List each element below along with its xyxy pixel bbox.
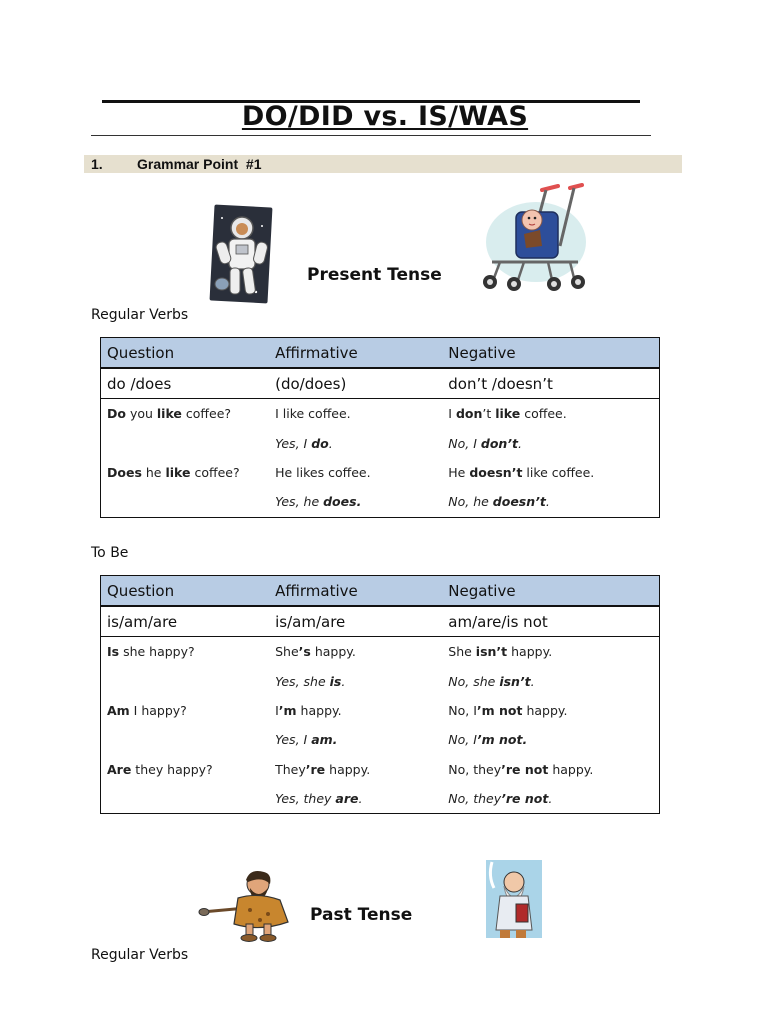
form-affirmative: (do/does) bbox=[275, 374, 347, 393]
cell-negative bbox=[442, 399, 659, 429]
cell-text: like coffee. bbox=[522, 464, 595, 480]
cell-text: am. bbox=[311, 732, 338, 748]
cell-text: she happy? bbox=[119, 644, 195, 660]
table-form-row bbox=[101, 606, 660, 637]
table-row bbox=[101, 458, 660, 487]
table-row bbox=[101, 399, 660, 429]
cell-text: happy. bbox=[507, 644, 553, 660]
title-rule bbox=[91, 135, 651, 136]
cell-text: happy. bbox=[325, 761, 371, 777]
present-tense-title: Present Tense bbox=[307, 265, 442, 285]
cell-text: Does bbox=[107, 464, 142, 480]
cell-text: He bbox=[448, 464, 470, 480]
cell-affirmative bbox=[269, 487, 442, 517]
cell-text: No, I bbox=[448, 435, 481, 451]
cell-question bbox=[101, 725, 270, 754]
cell-text: is bbox=[329, 673, 342, 689]
cell-text: ’re bbox=[305, 761, 326, 777]
elder-scribe-clipart bbox=[478, 856, 546, 946]
cell-affirmative bbox=[269, 428, 442, 457]
cell-text: . bbox=[341, 673, 346, 689]
grammar-point-number: 1. bbox=[91, 156, 103, 172]
cell-text: they happy? bbox=[131, 761, 213, 777]
cell-text: Yes, I bbox=[275, 435, 312, 451]
cell-text: doesn’t bbox=[492, 494, 546, 510]
cell-text: coffee. bbox=[520, 406, 567, 422]
cell-text: . bbox=[358, 791, 363, 807]
cell-negative bbox=[442, 428, 659, 457]
cell-text: ’m not. bbox=[476, 732, 528, 748]
cell-text: happy. bbox=[548, 761, 594, 777]
table-row bbox=[101, 637, 660, 667]
table-row bbox=[101, 487, 660, 517]
cell-text: happy. bbox=[296, 702, 342, 718]
to-be-table bbox=[100, 575, 660, 814]
cell-text: I like coffee. bbox=[275, 406, 351, 422]
cell-text: does. bbox=[323, 494, 362, 510]
cell-text: happy. bbox=[310, 644, 356, 660]
cell-text: do bbox=[311, 435, 329, 451]
cell-text: Yes, he bbox=[275, 494, 324, 510]
form-negative: am/are/is not bbox=[448, 612, 548, 631]
cell-text: . bbox=[548, 791, 553, 807]
header-negative: Negative bbox=[442, 576, 659, 607]
cell-negative bbox=[442, 458, 659, 487]
cell-negative bbox=[442, 637, 659, 667]
table-row bbox=[101, 755, 660, 784]
form-negative: don’t /doesn’t bbox=[448, 374, 553, 393]
page-title: DO/DID vs. IS/WAS bbox=[241, 101, 529, 132]
header-negative: Negative bbox=[442, 338, 659, 369]
grammar-point-label: Grammar Point #1 bbox=[137, 156, 262, 172]
table-header-row bbox=[101, 338, 660, 369]
cell-text: you bbox=[125, 406, 157, 422]
astronaut-clipart bbox=[208, 204, 274, 304]
past-regular-verbs-label: Regular Verbs bbox=[91, 947, 189, 963]
cell-question bbox=[101, 458, 270, 487]
cell-negative bbox=[442, 725, 659, 754]
cell-text: I happy? bbox=[129, 702, 187, 718]
header-affirmative: Affirmative bbox=[269, 576, 442, 607]
header-affirmative: Affirmative bbox=[269, 338, 442, 369]
cell-question bbox=[101, 784, 270, 814]
cell-text: Are bbox=[107, 761, 132, 777]
cell-text: Yes, they bbox=[275, 791, 336, 807]
header-question: Question bbox=[101, 338, 270, 369]
table-row bbox=[101, 666, 660, 695]
cell-text: Yes, I bbox=[275, 732, 312, 748]
cell-text: No, I bbox=[448, 702, 477, 718]
table-header-row bbox=[101, 576, 660, 607]
header-question: Question bbox=[101, 576, 270, 607]
cell-text: like bbox=[495, 406, 521, 422]
cell-negative bbox=[442, 487, 659, 517]
cell-text: No, I bbox=[448, 732, 477, 748]
cell-question bbox=[101, 696, 270, 725]
form-question: do /does bbox=[107, 374, 172, 393]
cell-question bbox=[101, 637, 270, 667]
cell-text: Do bbox=[107, 406, 126, 422]
cell-question bbox=[101, 755, 270, 784]
cell-question bbox=[101, 428, 270, 457]
cell-text: happy. bbox=[522, 702, 568, 718]
cell-text: like bbox=[156, 406, 182, 422]
table-row bbox=[101, 725, 660, 754]
cell-text: coffee? bbox=[181, 406, 232, 422]
cell-text: Am bbox=[107, 702, 130, 718]
cell-text: he bbox=[141, 464, 166, 480]
form-affirmative: is/am/are bbox=[275, 612, 346, 631]
cell-text: doesn’t bbox=[469, 464, 523, 480]
past-tense-title: Past Tense bbox=[310, 905, 413, 925]
cell-affirmative bbox=[269, 637, 442, 667]
cell-text: like bbox=[165, 464, 191, 480]
cell-text: isn’t bbox=[475, 644, 508, 660]
cell-question bbox=[101, 487, 270, 517]
cell-text: ’s bbox=[298, 644, 311, 660]
to-be-label: To Be bbox=[91, 545, 129, 561]
cell-text: don’t bbox=[480, 435, 519, 451]
baby-stroller-clipart bbox=[474, 182, 592, 294]
cell-text: She bbox=[275, 644, 299, 660]
cell-text: ’re not bbox=[501, 791, 549, 807]
cell-text: isn’t bbox=[499, 673, 531, 689]
present-regular-verbs-label: Regular Verbs bbox=[91, 307, 189, 323]
cell-text: No, they bbox=[448, 761, 502, 777]
cell-question bbox=[101, 399, 270, 429]
cell-negative bbox=[442, 784, 659, 814]
cell-text: No, he bbox=[448, 494, 493, 510]
cell-text: ’re not bbox=[501, 761, 549, 777]
form-question: is/am/are bbox=[107, 612, 178, 631]
cell-text: . bbox=[518, 435, 523, 451]
cell-text: don bbox=[455, 406, 483, 422]
cell-text: She bbox=[448, 644, 476, 660]
table-row bbox=[101, 696, 660, 725]
cell-affirmative bbox=[269, 666, 442, 695]
cell-text: . bbox=[328, 435, 333, 451]
table-row bbox=[101, 428, 660, 457]
cell-text: He likes coffee. bbox=[275, 464, 371, 480]
cell-text: No, they bbox=[448, 791, 502, 807]
cell-affirmative bbox=[269, 458, 442, 487]
cell-text: No, she bbox=[448, 673, 500, 689]
cell-affirmative bbox=[269, 399, 442, 429]
cell-text: Yes, she bbox=[275, 673, 330, 689]
caveman-clipart bbox=[198, 868, 296, 944]
cell-text: They bbox=[275, 761, 306, 777]
cell-negative bbox=[442, 755, 659, 784]
cell-text: . bbox=[545, 494, 550, 510]
cell-text: I bbox=[448, 406, 456, 422]
cell-text: . bbox=[530, 673, 535, 689]
table-row bbox=[101, 784, 660, 814]
cell-negative bbox=[442, 696, 659, 725]
present-regular-verbs-table bbox=[100, 337, 660, 518]
cell-affirmative bbox=[269, 755, 442, 784]
cell-text: ’m bbox=[278, 702, 297, 718]
cell-text: coffee? bbox=[190, 464, 240, 480]
cell-negative bbox=[442, 666, 659, 695]
cell-affirmative bbox=[269, 696, 442, 725]
cell-text: are bbox=[335, 791, 359, 807]
cell-affirmative bbox=[269, 725, 442, 754]
table-form-row bbox=[101, 368, 660, 399]
cell-text: ’m not bbox=[476, 702, 523, 718]
cell-affirmative bbox=[269, 784, 442, 814]
cell-text: I bbox=[275, 702, 279, 718]
cell-text: ’t bbox=[482, 406, 496, 422]
cell-text: Is bbox=[107, 644, 120, 660]
cell-question bbox=[101, 666, 270, 695]
